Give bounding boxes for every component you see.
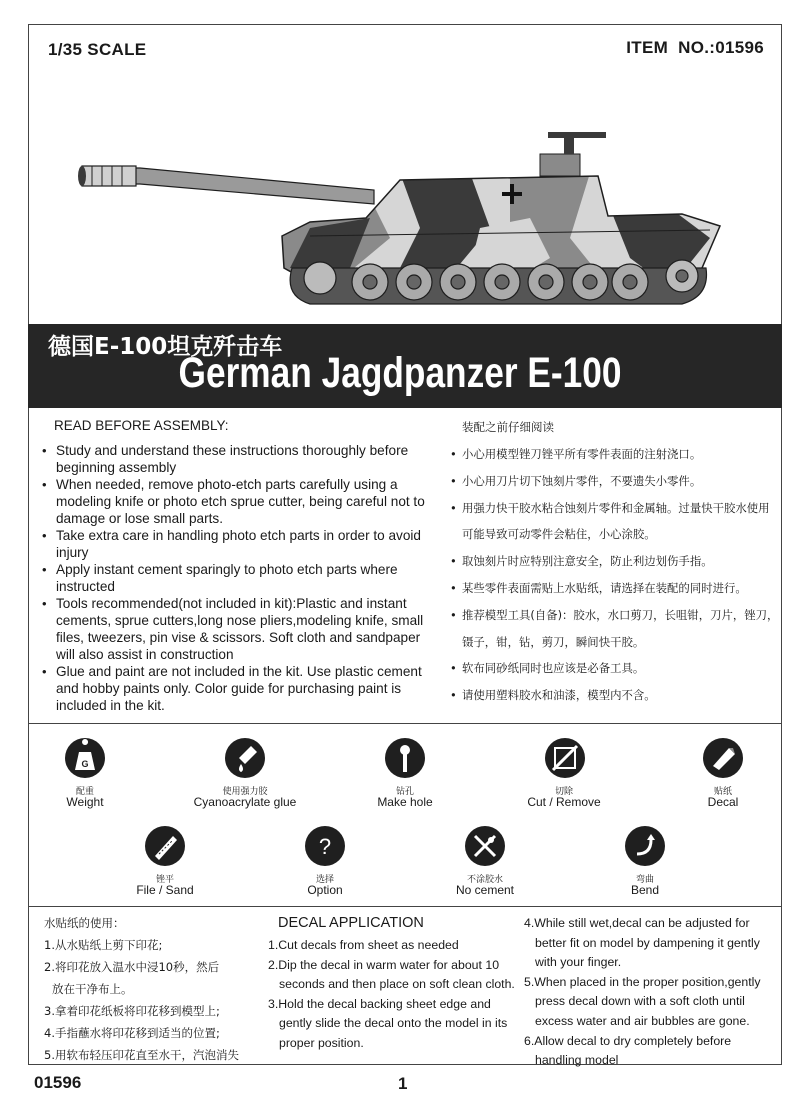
option-mark: ?: [318, 834, 332, 859]
decal-steps-col1: [268, 936, 515, 1054]
symbol-label-cn: 选择: [315, 875, 334, 885]
bend-icon: [625, 826, 665, 866]
decal-step: better fit on model by dampening it gently: [535, 935, 760, 950]
machine-gun: [548, 132, 606, 138]
read-before-list-cn: [450, 441, 780, 709]
option-icon: [305, 826, 345, 866]
symbol-label: Option: [307, 883, 343, 897]
item-number: ITEM NO.:01596: [626, 38, 764, 57]
decal-step-cn: 2.将印花放入温水中浸10秒，然后: [44, 960, 220, 974]
decal-step: 5.When placed in the proper position,gently: [524, 974, 761, 989]
symbol-label-cn: 钻孔: [395, 787, 414, 797]
list-item: • 某些零件表面需贴上水贴纸，请选择在装配的同时进行。: [450, 575, 780, 602]
symbol-label-cn: 贴纸: [713, 787, 732, 797]
list-item: • 软布同砂纸同时也应该是必备工具。: [450, 655, 780, 682]
symbol-label: Bend: [630, 883, 660, 897]
decal-step: handling model: [535, 1053, 619, 1068]
symbol-label: Weight: [66, 795, 104, 809]
symbol-label: Cut / Remove: [527, 795, 601, 809]
decal-step-cn: 3.拿着印花纸板将印花移到模型上;: [44, 1004, 220, 1018]
cupola: [540, 154, 580, 176]
list-item: • Tools recommended(not included in kit):Plastic and instant cements, sprue cutters,long nose pliers,modeling knife, small files, tweezers, pin vise & scissors. Soft cloth and sandpaper will also assist in construction: [42, 595, 442, 663]
divider: [28, 906, 782, 907]
gun-barrel: [78, 166, 374, 204]
scale-label: 1/35 SCALE: [48, 40, 147, 59]
title-chinese: 德国E-100坦克歼击车: [48, 334, 283, 360]
symbol-label-cn: 弯曲: [635, 875, 654, 885]
read-before-list: [42, 442, 442, 714]
list-item: • Take extra care in handling photo etch parts in order to avoid injury: [42, 527, 442, 561]
decal-step: 4.While still wet,decal can be adjusted for: [524, 916, 750, 930]
list-item: • 取蚀刻片时应特别注意安全，防止利边划伤手指。: [450, 548, 780, 575]
decal-step: proper position.: [279, 1035, 364, 1050]
symbol-label-cn: 锉平: [155, 875, 174, 885]
symbol-label: File / Sand: [136, 883, 194, 897]
read-before-heading-cn: 装配之前仔细阅读: [462, 420, 554, 434]
decal-steps-col2: [524, 914, 761, 1071]
decal-step: seconds and then place on soft clean cloth.: [279, 977, 515, 992]
page-number: 1: [398, 1074, 408, 1093]
list-item: • 小心用模型锉刀锉平所有零件表面的注射浇口。: [450, 441, 780, 468]
symbol-label-cn: 不涂胶水: [466, 875, 503, 885]
footer-code: 01596: [34, 1073, 82, 1092]
symbol-label-cn: 使用强力胶: [222, 787, 268, 797]
cut-icon: [545, 738, 585, 778]
symbol-label-cn: 配重: [75, 787, 94, 797]
list-item: • 推荐模型工具(自备)：胶水，水口剪刀，长咀钳，刀片，锉刀，镊子，钳，钻，剪刀，瞬间快干胶。: [450, 602, 780, 656]
decal-icon: [703, 738, 743, 778]
decal-step: 6.Allow decal to dry completely before: [524, 1033, 732, 1048]
decal-step-cn: 5.用软布轻压印花直至水干，汽泡消失: [44, 1048, 239, 1062]
glue-icon: [225, 738, 265, 778]
symbol-label-cn: 切除: [554, 787, 573, 797]
weight-icon: [65, 738, 105, 778]
decal-step: excess water and air bubbles are gone.: [535, 1013, 750, 1028]
decal-step-cn: 4.手指蘸水将印花移到适当的位置;: [44, 1026, 220, 1040]
road-wheels: [304, 260, 698, 300]
list-item: • 小心用刀片切下蚀刻片零件，不要遗失小零件。: [450, 468, 780, 495]
list-item: • 用强力快干胶水粘合蚀刻片零件和金属轴。过量快干胶水使用可能导致可动零件会粘住，小心涂胶。: [450, 495, 780, 549]
no-cement-icon: [465, 826, 505, 866]
decal-step: press decal down with a soft cloth until: [535, 994, 745, 1009]
decal-step-cn: 1.从水贴纸上剪下印花;: [44, 938, 163, 952]
title-english: German Jagdpanzer E-100: [178, 349, 622, 397]
symbol-label: Cyanoacrylate glue: [193, 795, 297, 809]
decal-step: with your finger.: [535, 955, 622, 970]
list-item: • 请使用塑料胶水和油漆，模型内不含。: [450, 682, 780, 709]
decal-step: gently slide the decal onto the model in its: [279, 1016, 508, 1031]
symbol-label: Make hole: [377, 795, 433, 809]
list-item: • Glue and paint are not included in the kit. Use plastic cement and hobby paints only. Color guide for purchasing paint is included in the kit.: [42, 663, 442, 714]
drill-icon: [385, 738, 425, 778]
file-icon: [145, 826, 185, 866]
tank-illustration: [70, 118, 730, 314]
decal-heading: DECAL APPLICATION: [278, 915, 424, 931]
decal-step: 1.Cut decals from sheet as needed: [268, 938, 459, 952]
divider: [28, 723, 782, 724]
read-before-heading: READ BEFORE ASSEMBLY:: [54, 418, 229, 433]
list-item: • Apply instant cement sparingly to photo etch parts where instructed: [42, 561, 442, 595]
list-item: • When needed, remove photo-etch parts carefully using a modeling knife or photo etch sprue cutter, being careful not to damage or lose small parts.: [42, 476, 442, 527]
decal-step: 2.Dip the decal in warm water for about 10: [268, 957, 500, 972]
symbol-label: Decal: [707, 795, 739, 809]
decal-heading-cn: 水贴纸的使用：: [44, 916, 125, 930]
weight-mark: G: [81, 759, 89, 769]
decal-step-cn: 放在干净布上。: [52, 982, 133, 996]
list-item: • Study and understand these instructions thoroughly before beginning assembly: [42, 442, 442, 476]
symbol-label: No cement: [455, 883, 515, 897]
decal-step: 3.Hold the decal backing sheet edge and: [268, 996, 491, 1011]
